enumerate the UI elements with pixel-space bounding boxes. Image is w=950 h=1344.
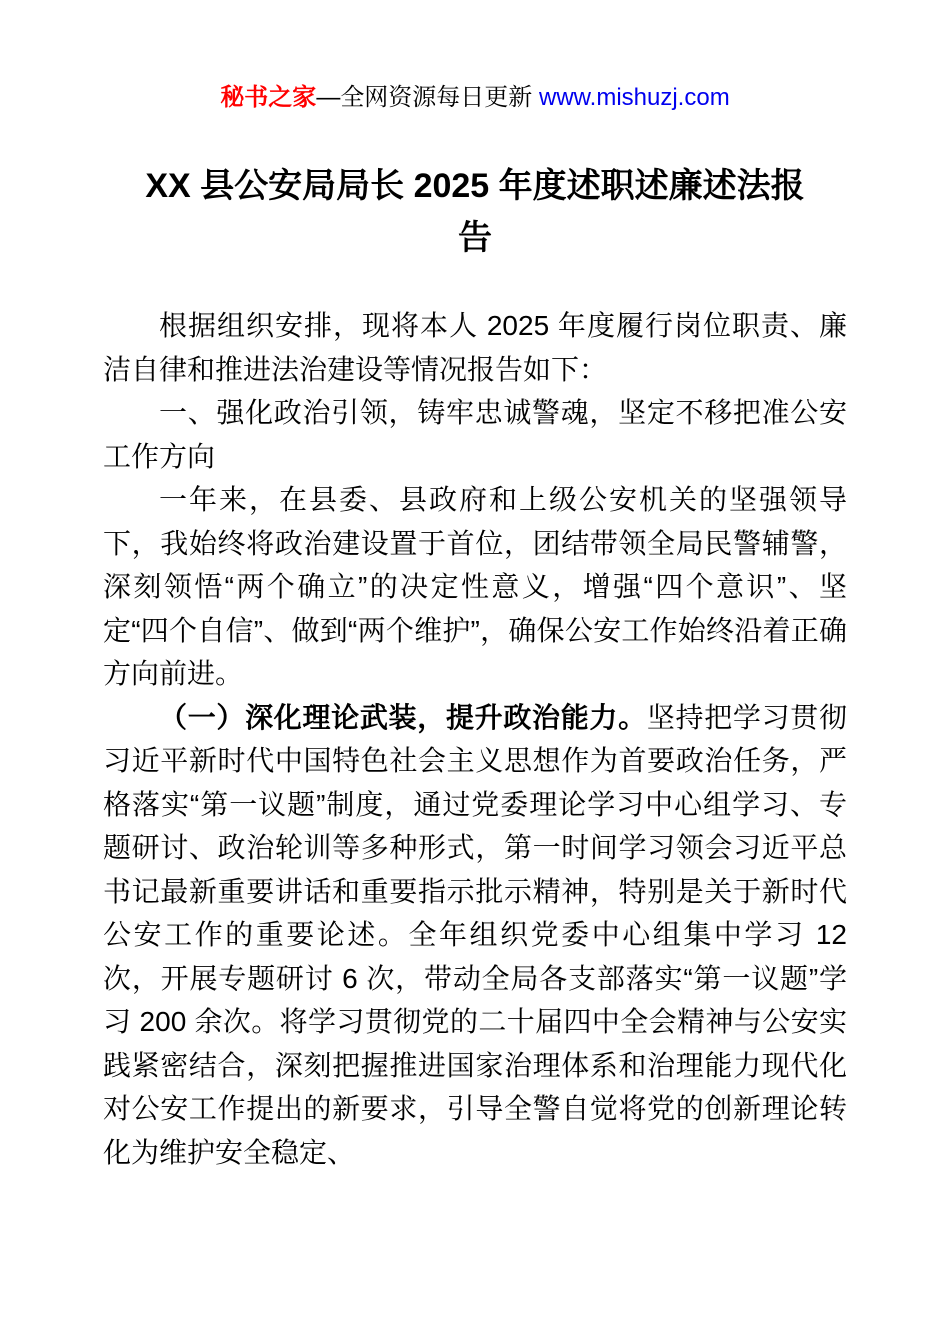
site-header	[0, 82, 950, 114]
document-title-line2: 告	[458, 219, 492, 257]
site-brand: 秘书之家	[220, 84, 317, 111]
document-body	[103, 304, 847, 1174]
subsection-1-heading: （一）深化理论武装，提升政治能力。	[159, 701, 647, 733]
subsection-1-paragraph	[103, 696, 847, 1175]
paragraph-intro: 根据组织安排，现将本人 2025 年度履行岗位职责、廉洁自律和推进法治建设等情况报告如下：	[103, 310, 847, 385]
section-1-paragraph: 一年来，在县委、县政府和上级公安机关的坚强领导下，我始终将政治建设置于首位，团结带领全局民警辅警，深刻领悟“两个确立”的决定性意义，增强“四个意识”、坚定“四个自信”、做到“两个维护”，确保公安工作始终沿着正确方向前进。	[103, 484, 847, 689]
document-title-line1: XX 县公安局局长 2025 年度述职述廉述法报	[145, 167, 805, 205]
section-1-heading: 一、强化政治引领，铸牢忠诚警魂，坚定不移把准公安工作方向	[103, 397, 847, 472]
document-title	[95, 160, 855, 264]
site-tagline: —全网资源每日更新	[316, 84, 539, 111]
subsection-1-text: 坚持把学习贯彻习近平新时代中国特色社会主义思想作为首要政治任务，严格落实“第一议题”制度，通过党委理论学习中心组学习、专题研讨、政治轮训等多种形式，第一时间学习领会习近平总书记最新重要讲话和重要指示批示精神，特别是关于新时代公安工作的重要论述。全年组织党委中心组集中学习 12 次，开展专题研讨 6 次，带动全局各支部落实“第一议题”学习 200 余次。将学习贯彻党的二十届四中全会精神与公安实践紧密结合，深刻把握推进国家治理体系和治理能力现代化对公安工作提出的新要求，引导全警自觉将党的创新理论转化为维护安全稳定、	[103, 701, 847, 1168]
site-url-link[interactable]: www.mishuzj.com	[538, 84, 730, 111]
